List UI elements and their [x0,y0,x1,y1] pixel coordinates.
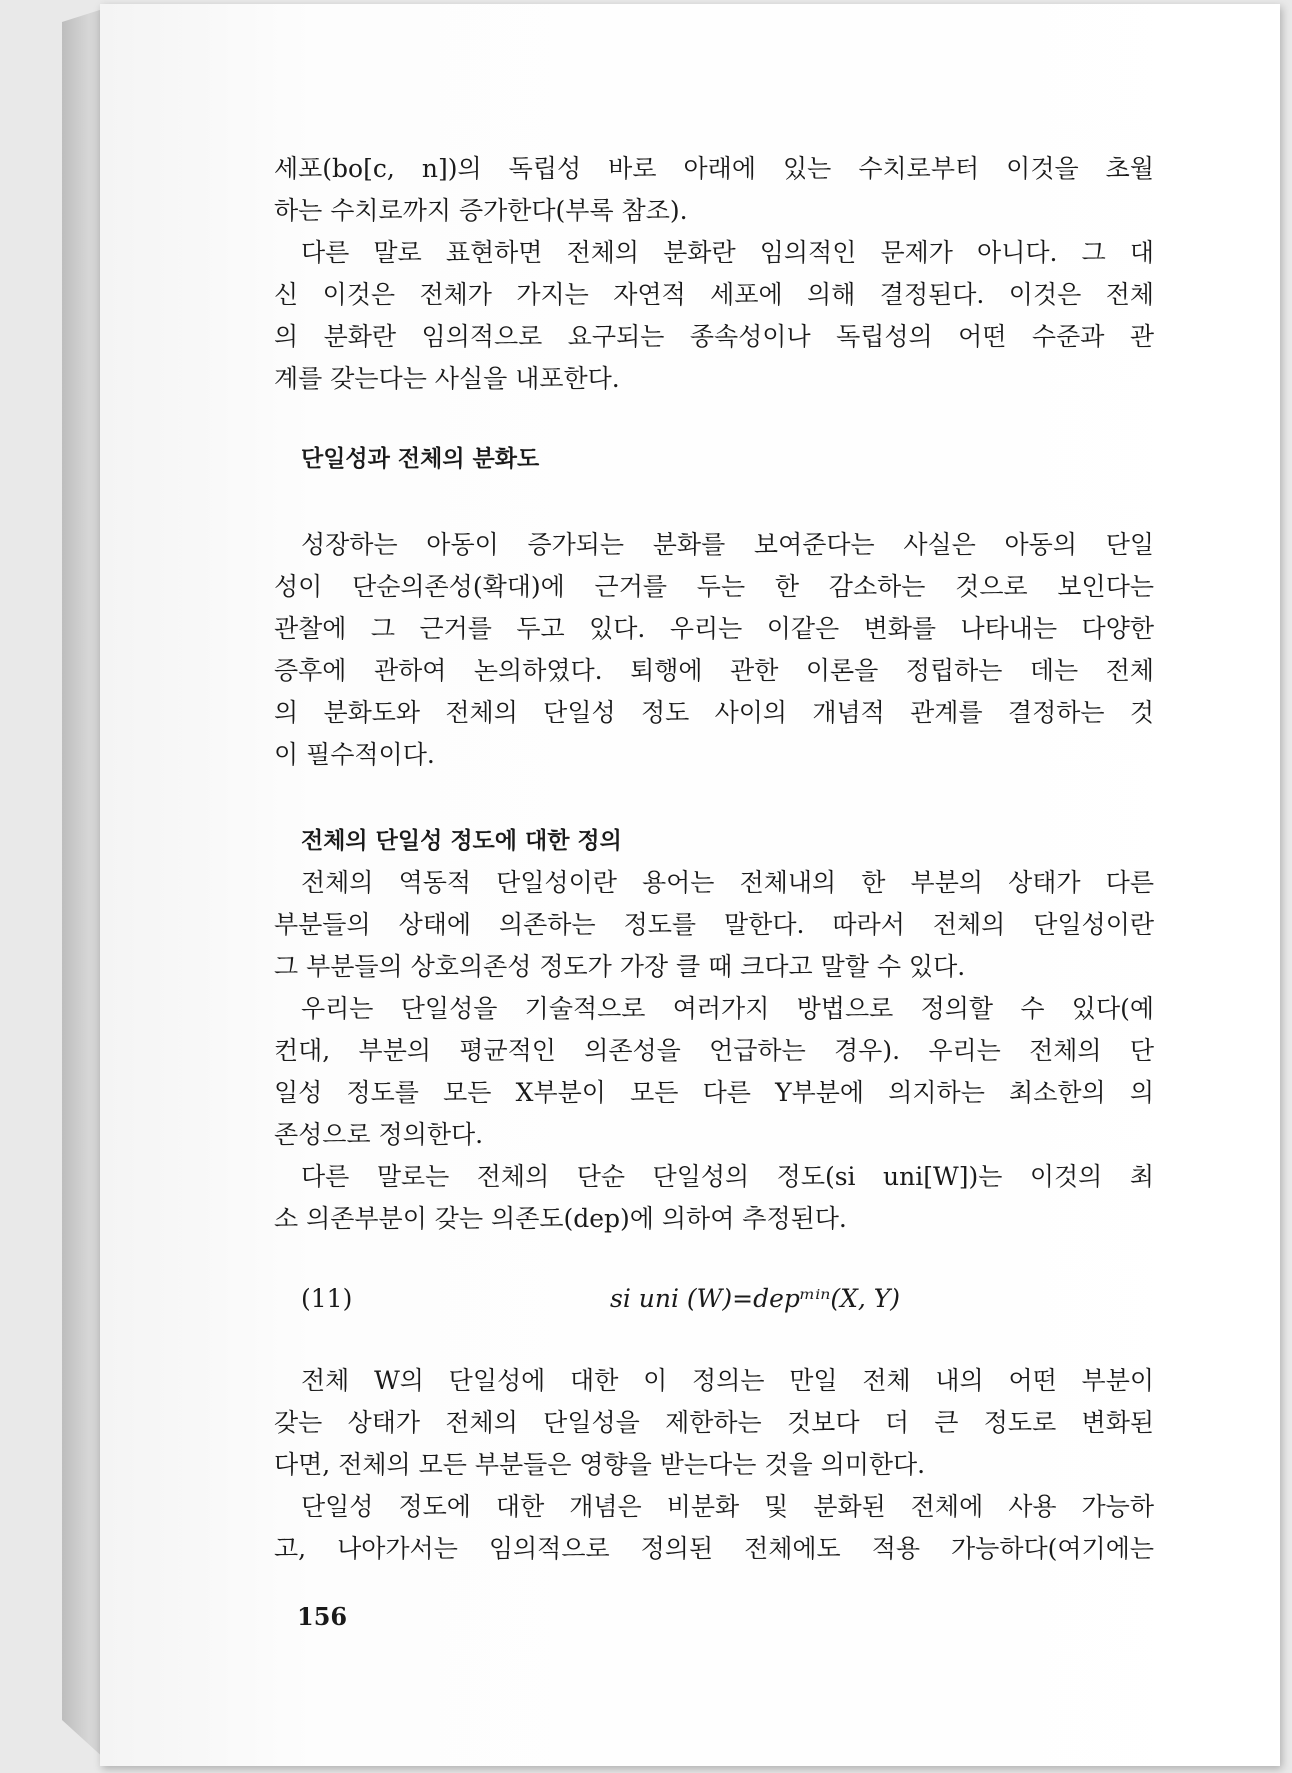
formula-expression: si uni (W)=depᵐⁱⁿ(X, Y) [610,1284,901,1313]
text-line: 의 분화란 임의적으로 요구되는 종속성이나 독립성의 어떤 수준과 관 [274,322,1154,351]
text-line: 존성으로 정의한다. [274,1120,484,1149]
paragraph-4 [274,862,1154,988]
text-line: 갖는 상태가 전체의 단일성을 제한하는 것보다 더 큰 정도로 변화된 [274,1408,1154,1437]
text-line: 신 이것은 전체가 가지는 자연적 세포에 의해 결정된다. 이것은 전체 [274,280,1154,309]
text-line: 그 부분들의 상호의존성 정도가 가장 클 때 크다고 말할 수 있다. [274,952,966,981]
paragraph-5 [274,988,1154,1156]
text-line: 의 분화도와 전체의 단일성 정도 사이의 개념적 관계를 결정하는 것 [274,698,1154,727]
text-line: 소 의존부분이 갖는 의존도(dep)에 의하여 추정된다. [274,1204,847,1233]
text-line: 고, 나아가서는 임의적으로 정의된 전체에도 적용 가능하다(여기에는 [274,1534,1154,1563]
formula-number: (11) [301,1284,353,1313]
text-line: 전체 W의 단일성에 대한 이 정의는 만일 전체 내의 어떤 부분이 [301,1366,1154,1395]
text-line: 부분들의 상태에 의존하는 정도를 말한다. 따라서 전체의 단일성이란 [274,910,1154,939]
text-line: 다면, 전체의 모든 부분들은 영향을 받는다는 것을 의미한다. [274,1450,926,1479]
text-line: 단일성 정도에 대한 개념은 비분화 및 분화된 전체에 사용 가능하 [301,1492,1154,1521]
text-line: 세포(bo[c, n])의 독립성 바로 아래에 있는 수치로부터 이것을 초월 [274,154,1154,183]
paragraph-3 [274,524,1154,776]
paragraph-7 [274,1360,1154,1486]
text-line: 다른 말로 표현하면 전체의 분화란 임의적인 문제가 아니다. 그 대 [301,238,1154,267]
page-content [274,148,1154,1570]
text-line: 관찰에 그 근거를 두고 있다. 우리는 이같은 변화를 나타내는 다양한 [274,614,1154,643]
section-heading-unity-definition: 전체의 단일성 정도에 대한 정의 [301,828,622,854]
page-number: 156 [297,1602,348,1631]
formula-11 [274,1278,1154,1320]
text-line: 이 필수적이다. [274,740,435,769]
text-line: 성장하는 아동이 증가되는 분화를 보여준다는 사실은 아동의 단일 [301,530,1154,559]
text-line: 일성 정도를 모든 X부분이 모든 다른 Y부분에 의지하는 최소한의 의 [274,1078,1154,1107]
text-line: 다른 말로는 전체의 단순 단일성의 정도(si uni[W])는 이것의 최 [301,1162,1154,1191]
paragraph-6 [274,1156,1154,1240]
text-line: 하는 수치로까지 증가한다(부록 참조). [274,196,688,225]
text-line: 계를 갖는다는 사실을 내포한다. [274,364,620,393]
paragraph-8 [274,1486,1154,1570]
text-line: 컨대, 부분의 평균적인 의존성을 언급하는 경우). 우리는 전체의 단 [274,1036,1154,1065]
paragraph-2 [274,232,1154,400]
text-line: 우리는 단일성을 기술적으로 여러가지 방법으로 정의할 수 있다(예 [301,994,1154,1023]
text-line: 성이 단순의존성(확대)에 근거를 두는 한 감소하는 것으로 보인다는 [274,572,1154,601]
section-heading-unity-differentiation: 단일성과 전체의 분화도 [301,446,540,472]
text-line: 증후에 관하여 논의하였다. 퇴행에 관한 이론을 정립하는 데는 전체 [274,656,1154,685]
text-line: 전체의 역동적 단일성이란 용어는 전체내의 한 부분의 상태가 다른 [301,868,1154,897]
paragraph-1 [274,148,1154,232]
